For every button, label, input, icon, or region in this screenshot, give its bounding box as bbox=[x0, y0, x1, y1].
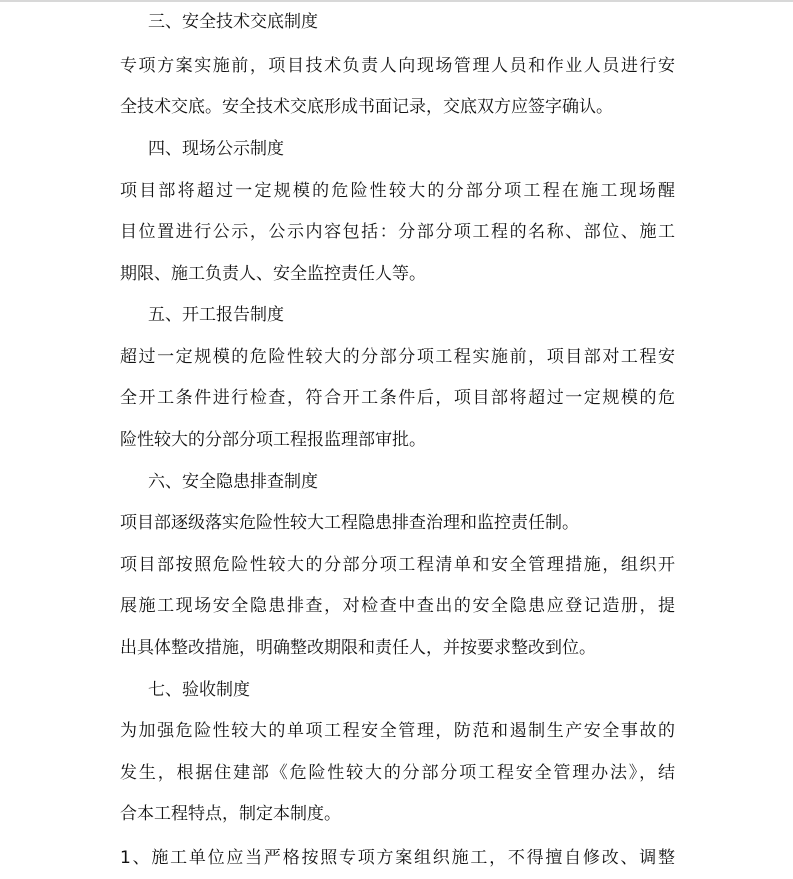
list-item-1: 1、施工单位应当严格按照专项方案组织施工，不得擅自修改、调整 bbox=[120, 848, 675, 868]
paragraph-line: 全开工条件进行检查，符合开工条件后，项目部将超过一定规模的危 bbox=[120, 388, 675, 408]
section-heading-7: 七、验收制度 bbox=[148, 680, 250, 700]
paragraph-line: 项目部按照危险性较大的分部分项工程清单和安全管理措施，组织开 bbox=[120, 555, 675, 575]
paragraph-line: 合本工程特点，制定本制度。 bbox=[120, 804, 341, 824]
paragraph-line: 出具体整改措施，明确整改期限和责任人，并按要求整改到位。 bbox=[120, 638, 596, 658]
paragraph-line: 为加强危险性较大的单项工程安全管理，防范和遏制生产安全事故的 bbox=[120, 721, 675, 741]
section-heading-5: 五、开工报告制度 bbox=[148, 305, 284, 325]
paragraph-line: 项目部逐级落实危险性较大工程隐患排查治理和监控责任制。 bbox=[120, 513, 579, 533]
section-heading-4: 四、现场公示制度 bbox=[148, 139, 284, 159]
paragraph-line: 展施工现场安全隐患排查，对检查中查出的安全隐患应登记造册，提 bbox=[120, 596, 675, 616]
section-heading-3: 三、安全技术交底制度 bbox=[148, 12, 318, 32]
paragraph-line: 超过一定规模的危险性较大的分部分项工程实施前，项目部对工程安 bbox=[120, 347, 675, 367]
section-heading-6: 六、安全隐患排查制度 bbox=[148, 472, 318, 492]
top-border bbox=[0, 0, 793, 2]
paragraph-line: 专项方案实施前，项目技术负责人向现场管理人员和作业人员进行安 bbox=[120, 56, 675, 76]
paragraph-line: 险性较大的分部分项工程报监理部审批。 bbox=[120, 430, 426, 450]
paragraph-line: 项目部将超过一定规模的危险性较大的分部分项工程在施工现场醒 bbox=[120, 181, 675, 201]
paragraph-line: 期限、施工负责人、安全监控责任人等。 bbox=[120, 264, 426, 284]
paragraph-line: 发生，根据住建部《危险性较大的分部分项工程安全管理办法》，结 bbox=[120, 763, 675, 783]
paragraph-line: 全技术交底。安全技术交底形成书面记录，交底双方应签字确认。 bbox=[120, 97, 613, 117]
paragraph-line: 目位置进行公示，公示内容包括：分部分项工程的名称、部位、施工 bbox=[120, 222, 675, 242]
